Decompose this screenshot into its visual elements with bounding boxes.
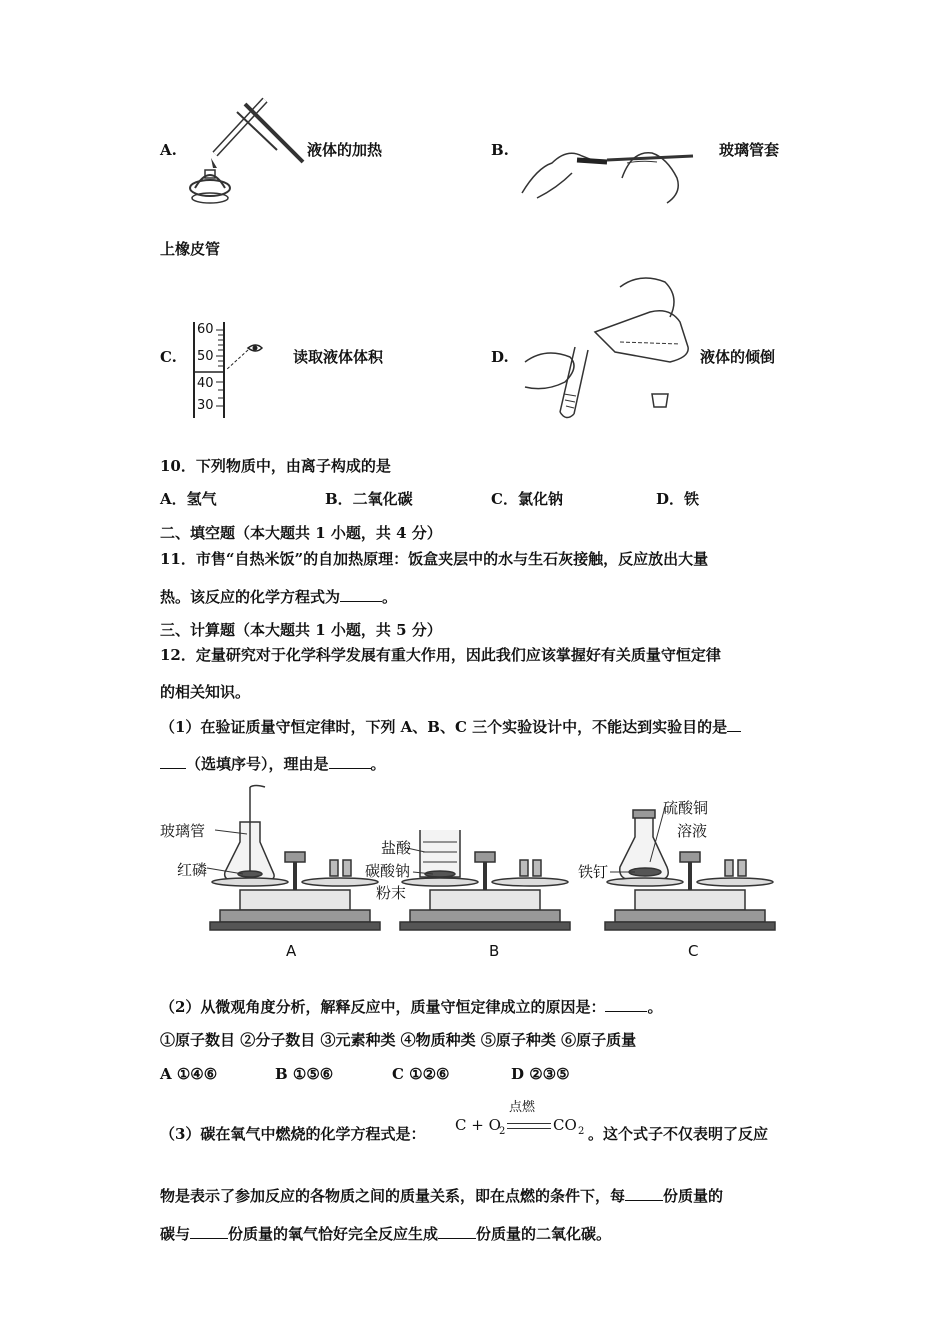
answer-blank[interactable]: [438, 1224, 476, 1239]
option-a-text: 液体的加热: [307, 141, 383, 159]
q12-part2-option-d: D ②③⑤: [511, 1065, 570, 1083]
q12-line2: 的相关知识。: [160, 683, 251, 701]
q12-part2-option-a: A ①④⑥: [160, 1065, 218, 1083]
label-copper-sulfate: 硫酸铜: [663, 799, 709, 817]
answer-blank[interactable]: [190, 1224, 228, 1239]
caption-b: B: [489, 942, 500, 960]
answer-blank[interactable]: [329, 754, 371, 769]
label-red-phosphorus: 红磷: [177, 861, 208, 879]
q10-option-b: B．二氧化碳: [325, 490, 413, 508]
option-d-text: 液体的倾倒: [700, 348, 776, 366]
q12-part2-items: ①原子数目 ②分子数目 ③元素种类 ④物质种类 ⑤原子种类 ⑥原子质量: [160, 1031, 637, 1049]
q11-line2-text: 热。该反应的化学方程式为: [160, 588, 341, 606]
option-a-letter: A.: [160, 141, 177, 159]
option-d-letter: D.: [491, 348, 509, 366]
label-iron-nail: 铁钉: [578, 863, 609, 881]
label-sodium-carbonate: 碳酸钠: [365, 862, 411, 880]
option-b-text-cont: 上橡皮管: [160, 240, 221, 258]
q12-part3-line3-c: 份质量的二氧化碳。: [476, 1225, 612, 1243]
label-solution: 溶液: [677, 822, 708, 840]
answer-blank[interactable]: [727, 717, 741, 732]
q12-part3-line3-b: 份质量的氧气恰好完全反应生成: [228, 1225, 439, 1243]
q10-option-d: D．铁: [656, 490, 700, 508]
section-3-heading: 三、计算题（本大题共 1 小题，共 5 分）: [160, 621, 442, 639]
option-b-text: 玻璃管套: [719, 141, 780, 159]
balance-a: [210, 786, 380, 931]
section-2-heading: 二、填空题（本大题共 1 小题，共 4 分）: [160, 524, 442, 542]
chemical-equation: [455, 1096, 590, 1144]
q11-line1: 11．市售“自热米饭”的自加热原理：饭盒夹层中的水与生石灰接触，反应放出大量: [160, 550, 709, 568]
q11-line2-end: 。: [382, 588, 398, 606]
q12-part1-line2-end: 。: [370, 755, 386, 773]
q12-part1-line1: [160, 717, 741, 736]
cylinder-tick-50: 50: [197, 349, 214, 364]
cylinder-reading-figure: [190, 320, 270, 420]
equation-left: C + O: [455, 1116, 501, 1134]
q10-stem: 10．下列物质中，由离子构成的是: [160, 457, 391, 475]
pouring-liquid-figure: [520, 272, 700, 422]
balance-b: [400, 830, 570, 930]
cylinder-tick-60: 60: [197, 322, 214, 337]
caption-c: C: [688, 942, 699, 960]
q10-option-c: C．氯化钠: [491, 490, 563, 508]
answer-blank[interactable]: [625, 1186, 663, 1201]
balance-experiments-figure: [155, 782, 795, 962]
cylinder-tick-40: 40: [197, 376, 214, 391]
option-b-letter: B.: [491, 141, 509, 159]
q12-part3-text-a: （3）碳在氧气中燃烧的化学方程式是：: [160, 1125, 426, 1143]
glass-tube-rubber-figure: [517, 138, 697, 208]
label-hydrochloric-acid: 盐酸: [381, 839, 412, 857]
q10-option-a: A．氢气: [160, 490, 217, 508]
caption-a: A: [286, 942, 297, 960]
equation-right-subscript: 2: [578, 1126, 585, 1137]
option-c-text: 读取液体体积: [293, 348, 384, 366]
q12-part1-line2-text: （选填序号），理由是: [186, 755, 329, 773]
answer-blank[interactable]: [160, 754, 186, 769]
q12-part3-line2-end: 份质量的: [663, 1187, 724, 1205]
q12-part3-text-b: 。这个式子不仅表明了反应: [588, 1125, 769, 1143]
equation-left-subscript: 2: [499, 1126, 506, 1137]
q12-part2-line: [160, 997, 662, 1016]
q12-line1: 12．定量研究对于化学科学发展有重大作用，因此我们应该掌握好有关质量守恒定律: [160, 646, 721, 664]
q12-part3-line2-text: 物是表示了参加反应的各物质之间的质量关系，即在点燃的条件下，每: [160, 1187, 626, 1205]
q12-part2-option-b: B ①⑤⑥: [275, 1065, 334, 1083]
q11-line2: [160, 587, 397, 606]
answer-blank[interactable]: [605, 997, 647, 1012]
option-c-letter: C.: [160, 348, 177, 366]
q12-part1-text: （1）在验证质量守恒定律时，下列 A、B、C 三个实验设计中，不能达到实验目的是: [160, 718, 728, 736]
equation-right: CO: [553, 1116, 577, 1134]
equation-condition: 点燃: [509, 1100, 536, 1115]
cylinder-tick-30: 30: [197, 398, 214, 413]
q12-part3-line3-a: 碳与: [160, 1225, 191, 1243]
q12-part3-line2: [160, 1186, 723, 1205]
q12-part2-end: 。: [647, 998, 663, 1016]
label-powder: 粉末: [376, 884, 407, 902]
answer-blank[interactable]: [340, 587, 382, 602]
heating-liquid-figure: [185, 92, 305, 207]
label-glass-tube: 玻璃管: [160, 822, 206, 840]
q12-part3-line3: [160, 1224, 611, 1243]
equation-arrow: [507, 1123, 551, 1129]
q12-part2-text: （2）从微观角度分析，解释反应中，质量守恒定律成立的原因是：: [160, 998, 606, 1016]
q12-part2-option-c: C ①②⑥: [392, 1065, 450, 1083]
q12-part1-line2: [160, 754, 386, 773]
